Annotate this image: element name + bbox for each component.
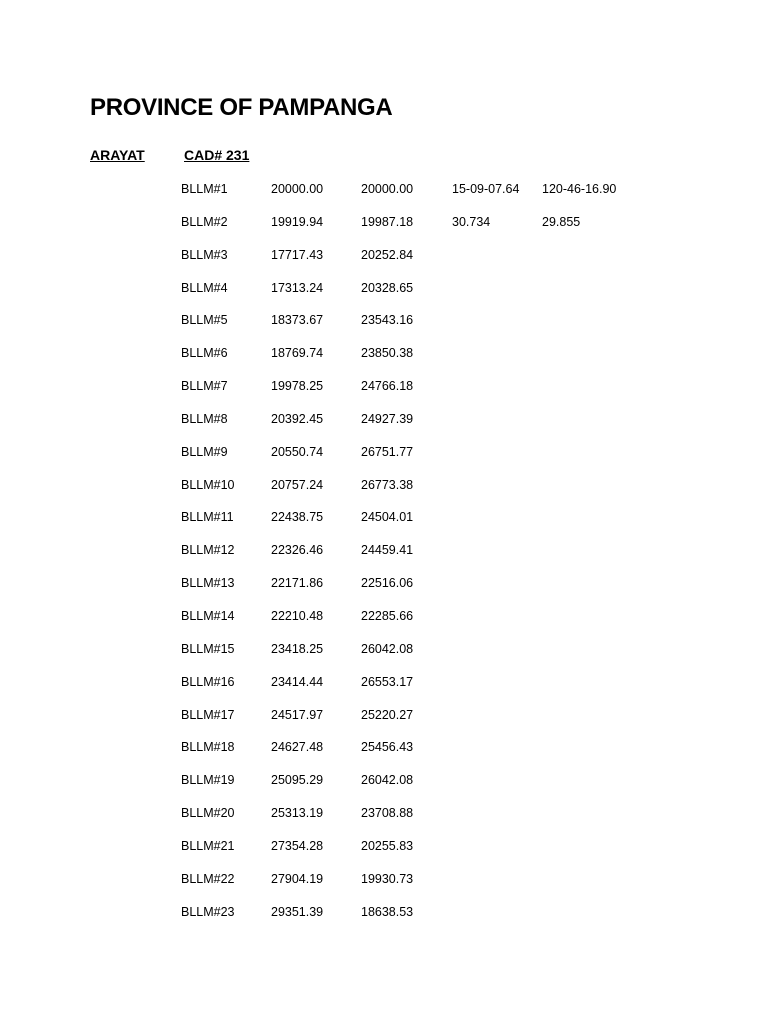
station-cell: BLLM#18 <box>181 740 235 755</box>
northing-cell: 23414.44 <box>271 674 324 689</box>
easting-cell: 23708.88 <box>361 806 414 821</box>
station-cell: BLLM#16 <box>181 674 235 689</box>
table-row <box>0 740 768 773</box>
northing-cell: 22326.46 <box>271 543 324 558</box>
northing-cell: 27354.28 <box>271 838 324 853</box>
extra-value-cell: 30.734 <box>452 214 491 229</box>
easting-cell: 26042.08 <box>361 641 414 656</box>
table-row <box>0 281 768 314</box>
station-cell: BLLM#6 <box>181 346 228 361</box>
table-row <box>0 806 768 839</box>
easting-cell: 25220.27 <box>361 707 414 722</box>
easting-cell: 23850.38 <box>361 346 414 361</box>
table-row <box>0 609 768 642</box>
table-row <box>0 182 768 215</box>
northing-cell: 24627.48 <box>271 740 324 755</box>
station-cell: BLLM#19 <box>181 773 235 788</box>
cad-heading: CAD# 231 <box>184 147 250 163</box>
station-cell: BLLM#2 <box>181 214 228 229</box>
table-row <box>0 445 768 478</box>
station-cell: BLLM#3 <box>181 247 228 262</box>
station-cell: BLLM#4 <box>181 280 228 295</box>
easting-cell: 26751.77 <box>361 444 414 459</box>
table-row <box>0 313 768 346</box>
easting-cell: 19930.73 <box>361 871 414 886</box>
station-cell: BLLM#8 <box>181 411 228 426</box>
station-cell: BLLM#5 <box>181 313 228 328</box>
table-row <box>0 510 768 543</box>
easting-cell: 26773.38 <box>361 477 414 492</box>
northing-cell: 25095.29 <box>271 773 324 788</box>
northing-cell: 17313.24 <box>271 280 324 295</box>
table-row <box>0 905 768 938</box>
station-cell: BLLM#7 <box>181 379 228 394</box>
table-row <box>0 478 768 511</box>
station-cell: BLLM#21 <box>181 838 235 853</box>
northing-cell: 22210.48 <box>271 608 324 623</box>
extra-value-cell: 15-09-07.64 <box>452 182 520 196</box>
northing-cell: 17717.43 <box>271 247 324 262</box>
northing-cell: 22171.86 <box>271 576 324 591</box>
table-row <box>0 543 768 576</box>
extra-value-cell: 120-46-16.90 <box>542 182 617 196</box>
northing-cell: 19978.25 <box>271 379 324 394</box>
northing-cell: 19919.94 <box>271 214 324 229</box>
table-row <box>0 708 768 741</box>
easting-cell: 18638.53 <box>361 904 414 919</box>
coordinates-table <box>0 182 768 937</box>
northing-cell: 18769.74 <box>271 346 324 361</box>
northing-cell: 27904.19 <box>271 871 324 886</box>
easting-cell: 24504.01 <box>361 510 414 525</box>
table-row <box>0 215 768 248</box>
northing-cell: 20392.45 <box>271 411 324 426</box>
page-title: PROVINCE OF PAMPANGA <box>90 94 393 121</box>
northing-cell: 25313.19 <box>271 806 324 821</box>
table-row <box>0 346 768 379</box>
northing-cell: 20550.74 <box>271 444 324 459</box>
station-cell: BLLM#15 <box>181 641 235 656</box>
table-row <box>0 576 768 609</box>
easting-cell: 20328.65 <box>361 280 414 295</box>
northing-cell: 23418.25 <box>271 641 324 656</box>
location-heading: ARAYAT <box>90 147 145 163</box>
easting-cell: 26042.08 <box>361 773 414 788</box>
easting-cell: 20252.84 <box>361 247 414 262</box>
station-cell: BLLM#14 <box>181 608 235 623</box>
northing-cell: 29351.39 <box>271 904 324 919</box>
station-cell: BLLM#11 <box>181 510 234 525</box>
table-row <box>0 379 768 412</box>
station-cell: BLLM#13 <box>181 576 235 591</box>
station-cell: BLLM#12 <box>181 543 235 558</box>
station-cell: BLLM#17 <box>181 707 235 722</box>
table-row <box>0 412 768 445</box>
table-row <box>0 839 768 872</box>
easting-cell: 23543.16 <box>361 313 414 328</box>
easting-cell: 24459.41 <box>361 543 414 558</box>
easting-cell: 19987.18 <box>361 214 414 229</box>
easting-cell: 20000.00 <box>361 182 414 196</box>
station-cell: BLLM#23 <box>181 904 235 919</box>
table-row <box>0 675 768 708</box>
easting-cell: 24766.18 <box>361 379 414 394</box>
northing-cell: 18373.67 <box>271 313 324 328</box>
station-cell: BLLM#22 <box>181 871 235 886</box>
easting-cell: 26553.17 <box>361 674 414 689</box>
northing-cell: 20757.24 <box>271 477 324 492</box>
northing-cell: 22438.75 <box>271 510 324 525</box>
station-cell: BLLM#9 <box>181 444 228 459</box>
table-row <box>0 773 768 806</box>
station-cell: BLLM#1 <box>181 182 228 196</box>
station-cell: BLLM#20 <box>181 806 235 821</box>
table-row <box>0 642 768 675</box>
table-row <box>0 248 768 281</box>
table-row <box>0 872 768 905</box>
easting-cell: 22516.06 <box>361 576 414 591</box>
extra-value-cell: 29.855 <box>542 214 581 229</box>
easting-cell: 20255.83 <box>361 838 414 853</box>
easting-cell: 25456.43 <box>361 740 414 755</box>
northing-cell: 20000.00 <box>271 182 324 196</box>
easting-cell: 24927.39 <box>361 411 414 426</box>
easting-cell: 22285.66 <box>361 608 414 623</box>
northing-cell: 24517.97 <box>271 707 324 722</box>
station-cell: BLLM#10 <box>181 477 235 492</box>
